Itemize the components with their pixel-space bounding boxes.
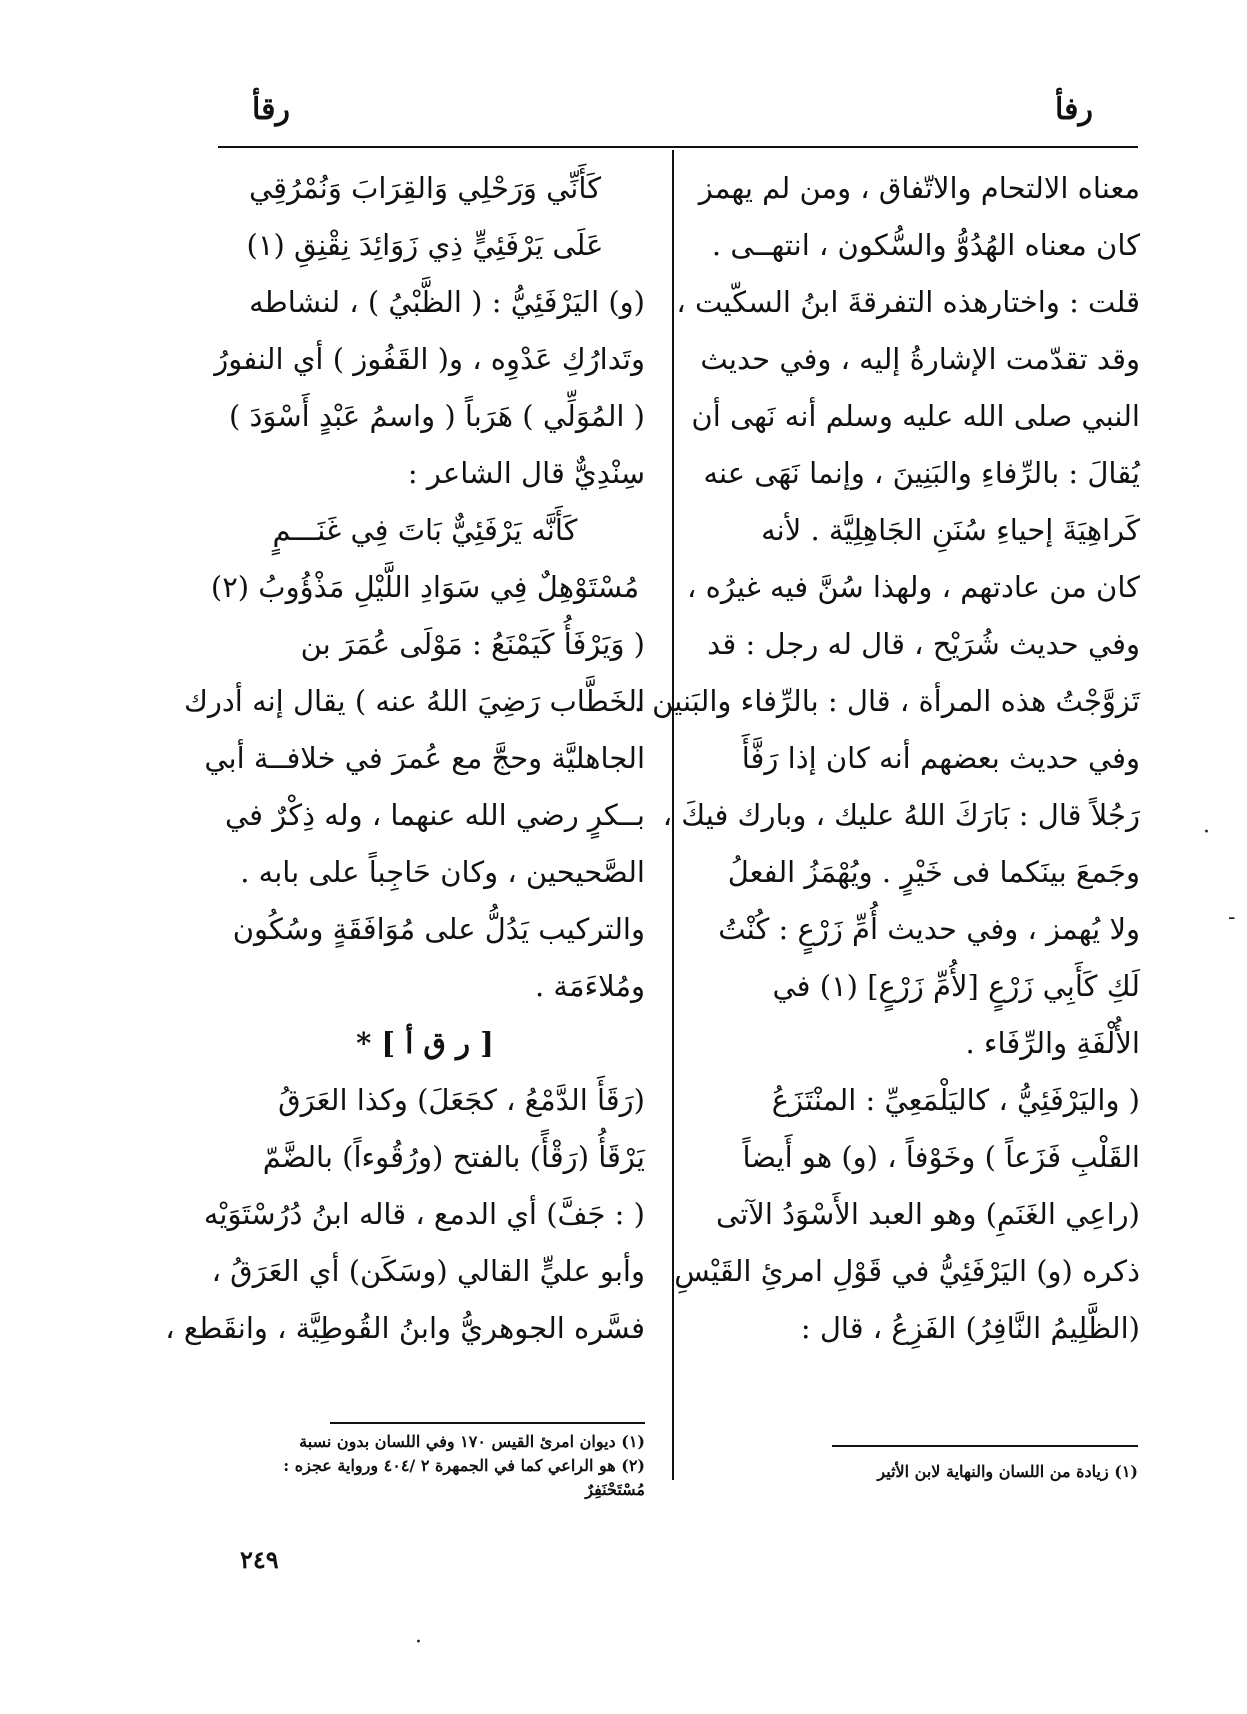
text-line: رَجُلاً قال : بَارَكَ اللهُ عليك ، وبارك فيكَ ، xyxy=(662,798,1140,832)
text-line: (و) اليَرْفَئِيُّ : ( الظَّبْيُ ) ، لنشاطه xyxy=(249,285,645,319)
entry-heading: [ ر ق أ ] * xyxy=(356,1026,494,1060)
text-line: وفي حديث شُرَيْح ، قال له رجل : قد xyxy=(707,627,1140,661)
text-line: فسَّره الجوهريُّ وابنُ القُوطِيَّة ، وانقَطع ، xyxy=(165,1311,645,1345)
text-line: ومُلاءَمَة . xyxy=(535,969,645,1003)
text-line: الأُلْفَةِ والرِّفَاء . xyxy=(965,1026,1140,1060)
text-line: (راعِي الغَنَمِ) وهو العبد الأَسْوَدُ الآتى xyxy=(716,1197,1140,1231)
footnote: (١) ديوان امرئ القيس ١٧٠ وفي اللسان بدون نسبة xyxy=(299,1432,645,1451)
text-line: كان من عادتهم ، ولهذا سُنَّ فيه غيرُه ، xyxy=(687,570,1140,604)
footnote: (١) زيادة من اللسان والنهاية لابن الأثير xyxy=(877,1462,1138,1481)
text-line: (رَقَأَ الدَّمْعُ ، كجَعَلَ) وكذا العَرَقُ xyxy=(278,1083,645,1117)
text-line: وفي حديث بعضهم أنه كان إذا رَفَّأَ xyxy=(741,741,1140,775)
verse-line: كَأَنِّي وَرَحْلِي وَالقِرَابَ وَنُمْرُقِي xyxy=(248,171,602,205)
text-line: الجاهليَّة وحجَّ مع عُمرَ في خلافــة أبي xyxy=(204,741,645,775)
footnotes-right xyxy=(770,1460,1138,1484)
text-line: وقد تقدّمت الإشارةُ إليه ، وفي حديث xyxy=(700,342,1140,376)
margin-mark: · xyxy=(415,1630,422,1655)
text-line: ( واليَرْفَئِيُّ ، كاليَلْمَعِيِّ : المنْتَزَعُ xyxy=(771,1083,1140,1117)
text-line: القَلْبِ فَزَعاً ) وخَوْفاً ، (و) هو أَيضاً xyxy=(742,1140,1140,1174)
text-line: الصَّحيحين ، وكان حَاجِباً على بابه . xyxy=(240,855,645,889)
footnote: (٢) هو الراعي كما في الجمهرة ٢ /٤٠٤ ورواية عجزه : xyxy=(283,1456,645,1475)
text-line: بــكرٍ رضي الله عنهما ، وله ذِكْرٌ في xyxy=(225,798,645,832)
text-line: معناه الالتحام والاتّفاق ، ومن لم يهمز xyxy=(698,171,1140,205)
text-line: ( المُوَلِّي ) هَرَباً ( واسمُ عَبْدٍ أَسْوَدَ ) xyxy=(228,399,645,433)
text-line: (الظَّلِيمُ النَّافِرُ) الفَزِعُ ، قال : xyxy=(800,1311,1140,1345)
text-line: قلت : واختارهذه التفرقةَ ابنُ السكّيت ، xyxy=(676,285,1140,319)
left-column xyxy=(165,160,645,1357)
footnote-rule-right xyxy=(832,1445,1138,1447)
header-rule xyxy=(218,146,1138,148)
text-line: ذكره (و) اليَرْفَئِيُّ في قَوْلِ امرئِ القَيْسِ xyxy=(674,1254,1140,1288)
text-line: تَزوَّجْتُ هذه المرأة ، قال : بالرِّفاء والبَنين . xyxy=(633,684,1140,718)
right-column xyxy=(633,160,1140,1357)
text-line: لَكِ كَأَبِي زَرْعٍ [لأُمِّ زَرْعٍ] (١) في xyxy=(772,969,1140,1003)
text-line: سِنْدِيٌّ قال الشاعر : xyxy=(407,456,645,490)
text-line: الخَطَّاب رَضِيَ اللهُ عنه ) يقال إنه أدرك xyxy=(183,684,645,718)
footnote-rule-left xyxy=(330,1422,645,1424)
text-line: وتَدارُكِ عَدْوِه ، و( القَفُوز ) أي النفورُ xyxy=(214,342,645,376)
header-left-word: رقأ xyxy=(252,92,290,127)
footnotes-left xyxy=(205,1430,645,1502)
margin-mark: - xyxy=(1228,905,1236,930)
text-line: يُقالَ : بالرِّفاءِ والبَنِينَ ، وإنما نَهَى عنه xyxy=(703,456,1140,490)
header-right-word: رفأ xyxy=(1055,92,1093,127)
text-line: ( وَيَرْفَأُ كَيَمْنَعُ : مَوْلَى عُمَرَ بن xyxy=(300,627,645,661)
text-line: ( : جَفَّ) أي الدمع ، قاله ابنُ دُرُسْتَوَيْه xyxy=(203,1197,645,1231)
text-line: النبي صلى الله عليه وسلم أنه نَهى أن xyxy=(691,399,1140,433)
verse-line: مُسْتَوْهِلٌ فِي سَوَادِ اللَّيْلِ مَذْؤُوبُ (٢) xyxy=(210,570,640,604)
footnote: مُسْتَحْنَفِرٌ xyxy=(585,1480,645,1499)
text-line: كَراهِيَةَ إحياءِ سُنَنِ الجَاهِلِيَّة . لأنه xyxy=(761,513,1140,547)
margin-mark: · xyxy=(1203,820,1210,845)
text-line: يَرْقَأُ (رَقْأً) بالفتح (ورُقُوءاً) بالضَّمّ xyxy=(262,1140,645,1174)
page-number: ٢٤٩ xyxy=(240,1545,279,1574)
text-line: كان معناه الهُدُوُّ والسُّكون ، انتهــى . xyxy=(711,228,1140,262)
verse-line: عَلَى يَرْفَئِيٍّ ذِي زَوَائِدَ نِقْنِقِ (١) xyxy=(246,228,604,262)
text-line: وأبو عليٍّ القالي (وسَكَن) أي العَرَقُ ، xyxy=(211,1254,645,1288)
text-line: وجَمعَ بينَكما فى خَيْرٍ . ويُهْمَزُ الفعلُ xyxy=(727,855,1140,889)
verse-line: كَأَنَّه يَرْفَئِيٌّ بَاتَ فِي غَنَـــمٍ xyxy=(272,513,578,547)
text-line: ولا يُهمز ، وفي حديث أُمِّ زَرْعٍ : كُنْتُ xyxy=(718,912,1140,946)
text-line: والتركيب يَدُلُّ على مُوَافَقَةٍ وسُكُون xyxy=(232,912,645,946)
